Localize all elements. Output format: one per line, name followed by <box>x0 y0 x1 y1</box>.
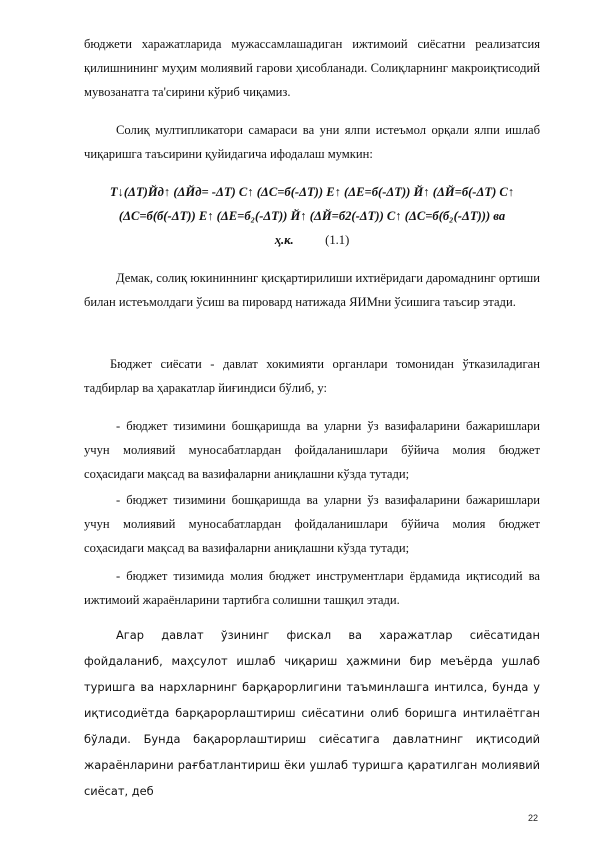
list-item-budget-management-1: - бюджет тизимини бошқаришда ва уларни ўз вазифаларини бажаришлари учун молиявий муносабатлардан фойдаланишлари бўйича молия бюджет соҳасидаги мақсад ва вазифаларни аниқлашни кўзда тутади; <box>84 419 540 481</box>
paragraph-tax-burden-conclusion: Демак, солиқ юкининнинг қисқартирилиши ихтиёридаги даромаднинг ортиши билан истеъмолдаги ўсиш ва пировард натижада ЯИМни ўсишига таъсир этади. <box>84 271 540 309</box>
page-number: 22 <box>527 813 538 823</box>
paragraph-budget-expenditures: бюджети харажатларида мужассамлашадиган ижтимоий сиёсатни реализатсия қилишнининг муҳим молиявий гарови ҳисобланади. Солиқларнинг макроиқтисодий мувозанатга та'сирини кўриб чиқамиз. <box>84 37 540 99</box>
formula-number: (1.1) <box>325 233 350 247</box>
formula-text: Т↓(ΔТ)Йд↑ (ΔЙд= -ΔТ) С↑ (ΔС=б(-ΔТ)) Е↑ (ΔЕ=б(-ΔТ)) Й↑ (ΔЙ=б(-ΔТ) С↑ (ΔС=б(б(-ΔТ)) Е↑ (ΔЕ=б₂(-ΔТ)) Й↑ (ΔЙ=б2(-ΔТ)) С↑ (ΔС=б(б₂(-ΔТ))) ва ҳ.к. <box>109 185 515 247</box>
list-item-budget-management-2: - бюджет тизимини бошқаришда ва уларни ўз вазифаларини бажаришлари учун молиявий муносабатлардан фойдаланишлари бўйича молия бюджет соҳасидаги мақсад ва вазифаларни аниқлашни кўзда тутади; <box>84 493 540 555</box>
paragraph-budget-policy-definition: Бюджет сиёсати - давлат хокимияти органлари томонидан ўтказиладиган тадбирлар ва ҳаракатлар йиғиндиси бўлиб, у: <box>84 357 540 395</box>
paragraph-tax-multiplier: Солиқ мултипликатори самараси ва уни ялпи истеъмол орқали ялпи ишлаб чиқаришга таъсирини қуйидагича ифодалаш мумкин: <box>84 123 540 161</box>
paragraph-stabilization-policy: Агар давлат ўзининг фискал ва харажатлар сиёсатидан фойдаланиб, маҳсулот ишлаб чиқариш ҳажмини бир меъёрда ушлаб туришга ва нархларнинг барқарорлигини таъминлашга интилса, бунда у иқтисодиётда барқарорлаштириш сиёсатини олиб боришга интилаётган бўлади. Бунда бақарорлаштириш сиёсатига давлатнинг иқтисодий жараёнларини рағбатлантириш ёки ушлаб туришга қаратилган молиявий сиёсат, деб <box>84 628 540 798</box>
formula-tax-multiplier <box>84 180 540 252</box>
list-item-budget-instruments: - бюджет тизимида молия бюджет инструментлари ёрдамида иқтисодий ва ижтимоий жараёнларини тартибга солишни ташқил этади. <box>84 569 540 607</box>
